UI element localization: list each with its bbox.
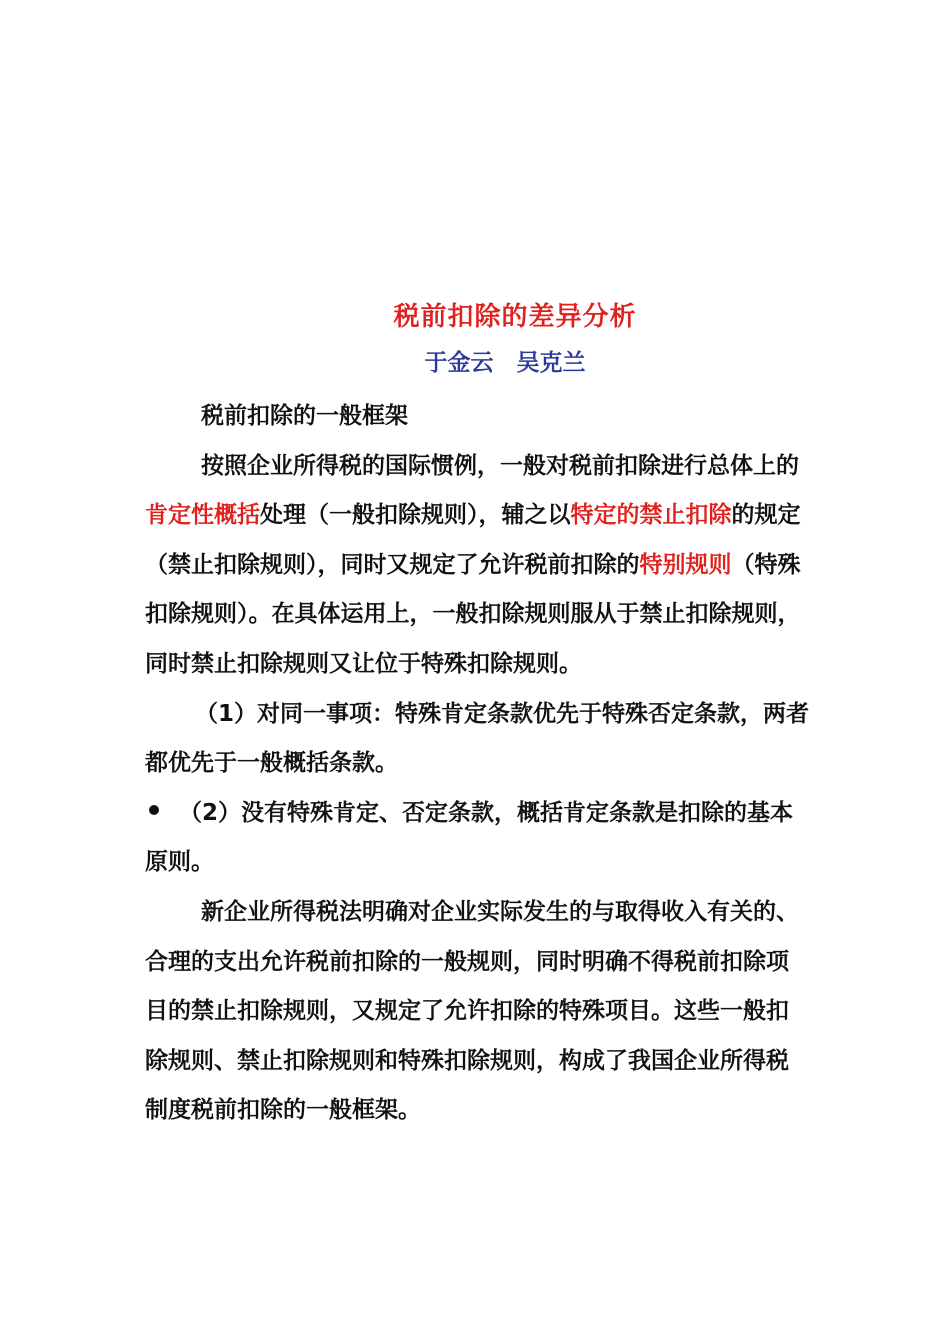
paragraph-general-framework bbox=[145, 442, 810, 690]
highlight-specific-prohibition: 特定的禁止扣除 bbox=[570, 502, 732, 529]
list-item-text: （2）没有特殊肯定、否定条款，概括肯定条款是扣除的基本原则。 bbox=[145, 799, 794, 876]
document-title: 税前扣除的差异分析 bbox=[393, 302, 637, 332]
highlight-special-rules: 特别规则 bbox=[639, 551, 732, 578]
paragraph-text: 处理（一般扣除规则），辅之以 bbox=[260, 502, 571, 529]
paragraph-text: （特殊扣除规则）。在具体运用上，一般扣除规则服从于禁止扣除规则，同时禁止扣除规则又让位于特殊扣除规则。 bbox=[145, 551, 801, 677]
highlight-positive-generalization: 肯定性概括 bbox=[145, 502, 260, 529]
document-authors: 于金云 吴克兰 bbox=[424, 350, 586, 376]
bullet-icon bbox=[149, 805, 159, 815]
paragraph-text: 的规定（禁止扣除规则），同时又规定了允许税前扣除的 bbox=[145, 502, 801, 578]
section-heading: 税前扣除的一般框架 bbox=[201, 403, 408, 429]
document-body bbox=[145, 392, 810, 1136]
list-item-1: （1）对同一事项：特殊肯定条款优先于特殊否定条款，两者都优先于一般概括条款。 bbox=[145, 700, 810, 777]
list-item-2 bbox=[145, 789, 810, 888]
paragraph-new-law: 新企业所得税法明确对企业实际发生的与取得收入有关的、合理的支出允许税前扣除的一般规则，同时明确不得税前扣除项目的禁止扣除规则，又规定了允许扣除的特殊项目。这些一般扣除规则、禁止扣除规则和特殊扣除规则，构成了我国企业所得税制度税前扣除的一般框架。 bbox=[145, 898, 799, 1124]
paragraph-text: 按照企业所得税的国际惯例，一般对税前扣除进行总体上的 bbox=[201, 452, 799, 479]
